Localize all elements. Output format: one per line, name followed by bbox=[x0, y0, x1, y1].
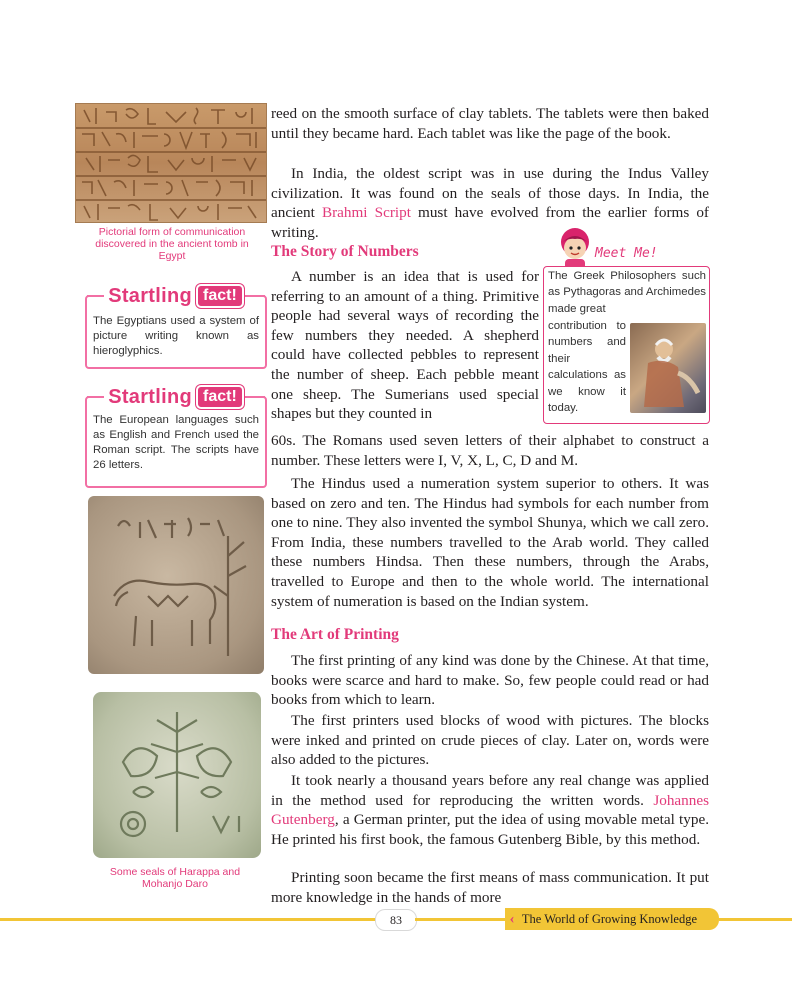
fact-text-1: The Egyptians used a system of picture writing known as hieroglyphics. bbox=[93, 315, 259, 357]
page-number: 83 bbox=[375, 909, 417, 931]
pattern-seal-carving bbox=[93, 692, 261, 858]
heading-art-of-printing: The Art of Printing bbox=[271, 626, 399, 643]
fact-tag: fact! bbox=[196, 284, 244, 308]
fact-title-word: Startling bbox=[104, 386, 196, 409]
hieroglyph-caption: Pictorial form of communication discovered in the ancient tomb in Egypt bbox=[95, 226, 249, 262]
seal-image-pattern bbox=[93, 692, 261, 858]
fact-title-2 bbox=[87, 384, 265, 410]
paragraph-indus-script: In India, the oldest script was in use during the Indus Valley civilization. It was found on the seals of those days. In India, the ancient Brahmi Script must have evolved from the earlier forms of writing. bbox=[271, 165, 709, 241]
meet-me-text-top: The Greek Philosophers such as Pythagoras and Archimedes made great bbox=[548, 270, 706, 315]
fact-tag: fact! bbox=[196, 385, 244, 409]
philosopher-painting-image bbox=[630, 323, 706, 413]
meet-me-text-side: contribution to numbers and their calculations as we know it today. bbox=[548, 320, 626, 415]
tiger-seal-carving bbox=[88, 496, 264, 674]
paragraph-wood-blocks: The first printers used blocks of wood with pictures. The blocks were inked and printed on crude pieces of clay. Later on, words were also added to the pictures. bbox=[271, 712, 709, 769]
fact-title-word: Startling bbox=[104, 285, 196, 308]
footer-arrow-icon: ‹ bbox=[509, 911, 515, 927]
paragraph-clay-tablets: reed on the smooth surface of clay tablets. The tablets were then baked until they became hard. Each tablet was like the page of the book. bbox=[271, 105, 709, 142]
footer-line-left bbox=[0, 918, 375, 921]
fact-title-1 bbox=[87, 283, 265, 309]
paragraph-gutenberg: It took nearly a thousand years before any real change was applied in the method used for reproducing the written words. Johannes Gutenberg, a German printer, put the idea of using movable metal type. He printed his first book, the famous Gutenberg Bible, by this method. bbox=[271, 772, 709, 848]
mascot-girl-icon bbox=[553, 226, 597, 270]
meet-me-label: Meet Me! bbox=[595, 246, 658, 261]
paragraph-numbers-intro: A number is an idea that is used for referring to an amount of a thing. Primitive people had several ways of recording the few numbers they needed. A shepherd could have collected pebbles to represent the number of sheep. Each pebble meant one sheep. The Sumerians used special shapes but they counted in bbox=[271, 268, 539, 423]
footer-line-middle bbox=[415, 918, 505, 921]
fact-text-2: The European languages such as English and French used the Roman script. The scripts have 26 letters. bbox=[93, 414, 259, 471]
paragraph-hindu-numeration: The Hindus used a numeration system superior to others. It was based on zero and ten. The Hindus had symbols for each number from one to nine. They also invented the symbol Shunya, which we call zero. From India, these numbers travelled to the Arab world. They called these numbers Hindsa. Then these numbers, through the Arabs, travelled to Europe and then to the whole world. The international system of numeration is based on the Indian system. bbox=[271, 475, 709, 610]
paragraph-roman-numbers: 60s. The Romans used seven letters of their alphabet to construct a number. These letters were I, V, X, L, C, D and M. bbox=[271, 432, 709, 469]
heading-story-of-numbers: The Story of Numbers bbox=[271, 243, 419, 260]
brahmi-script-link: Brahmi Script bbox=[321, 204, 411, 222]
footer-chapter-tab bbox=[505, 908, 719, 930]
seal-image-tiger bbox=[88, 496, 264, 674]
paragraph-chinese-printing: The first printing of any kind was done by the Chinese. At that time, books were scarce and hard to make. So, few people could read or had books from which to learn. bbox=[271, 652, 709, 709]
footer-line-right bbox=[719, 918, 792, 921]
startling-fact-box-2 bbox=[85, 385, 267, 488]
meet-me-box bbox=[543, 266, 710, 424]
startling-fact-box-1 bbox=[85, 284, 267, 369]
hieroglyph-image bbox=[75, 103, 267, 223]
gutenberg-link: Johannes Gutenberg bbox=[271, 791, 709, 829]
footer-title: The World of Growing Knowledge bbox=[521, 912, 698, 926]
paragraph-mass-communication: Printing soon became the first means of mass communication. It put more knowledge in the hands of more bbox=[271, 869, 709, 906]
hieroglyph-pattern bbox=[76, 104, 266, 222]
seals-caption: Some seals of Harappa and Mohanjo Daro bbox=[109, 866, 241, 890]
